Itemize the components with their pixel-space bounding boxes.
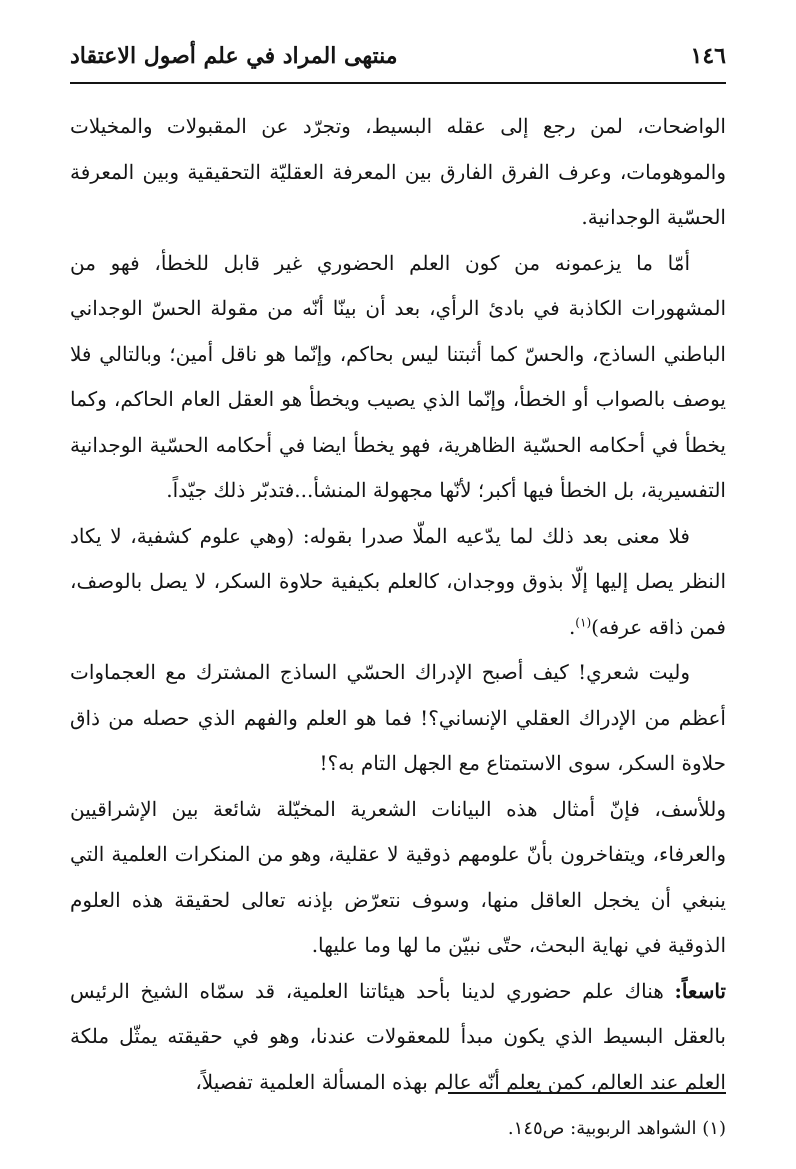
header-divider <box>70 82 726 84</box>
footnote-marker[interactable]: (١) <box>575 614 592 629</box>
paragraph-4: وللأسف، فإنّ أمثال هذه البيانات الشعرية المخيّلة شائعة بين الإشراقيين والعرفاء، ويتفاخرون بأنّ علومهم ذوقية لا عقلية، وهو من المنكرات العلمية التي ينبغي أن يخجل العاقل منها، وسوف نتعرّض بإذنه تعالى لحقيقة هذه العلوم الذوقية في نهاية البحث، حتّى نبيّن ما لها وما عليها. <box>70 796 726 957</box>
page-number: ١٤٦ <box>690 43 726 69</box>
footnote-divider <box>448 1092 726 1094</box>
footnote: (١) الشواهد الربوبية: ص١٤٥. <box>507 1118 726 1139</box>
paragraph-2: أمّا ما يزعمونه من كون العلم الحضوري غير قابل للخطأ، فهو من المشهورات الكاذبة في بادئ الرأي، بعد أن بينّا أنّه من مقولة الحسّ الوجداني الباطني الساذج، والحسّ كما أثبتنا ليس بحاكم، وإنّما هو ناقل أمين؛ وبالتالي فلا يوصف بالصواب أو الخطأ، وإنّما الذي يصيب ويخطأ هو العقل العام الحاكم، وكما يخطأ في أحكامه الحسّية الظاهرية، فهو يخطأ ايضا في أحكامه الحسّية الوجدانية التفسيرية، بل الخطأ فيها أكبر؛ لأنّها مجهولة المنشأ...فتدبّر ذلك جيّداً. <box>70 250 726 502</box>
page-header <box>70 36 726 76</box>
keyword-ninth: تاسعاً: <box>674 978 726 1003</box>
paragraph-1: الواضحات، لمن رجع إلى عقله البسيط، وتجرّد عن المقبولات والمخيلات والموهومات، وعرف الفرق الفارق بين المعرفة العقليّة التحقيقية وبين المعرفة الحسّية الوجدانية. <box>70 114 726 229</box>
running-title: منتهى المراد في علم أصول الاعتقاد <box>70 43 398 69</box>
paragraph-3: وليت شعري! كيف أصبح الإدراك الحسّي الساذج المشترك مع العجماوات أعظم من الإدراك العقلي الإنساني؟! فما هو العلم والفهم الذي حصله من ذاق حلاوة السكر، سوى الاستمتاع مع الجهل التام به؟! <box>70 660 726 775</box>
paragraph-5-text: هناك علم حضوري لدينا بأحد هيئاتنا العلمية، قد سمّاه الشيخ الرئيس بالعقل البسيط الذي يكون مبدأ للمعقولات عندنا، وهو في حقيقته يمثّل ملكة العلم عند العالم، كمن يعلم أنّه عالم بهذه المسألة العلمية تفصيلاً، <box>70 978 726 1094</box>
quote-trailing: . <box>568 614 576 639</box>
paragraph-5 <box>70 969 726 1106</box>
main-text <box>70 104 726 1105</box>
paragraph-quote <box>70 514 726 651</box>
quote-text: فلا معنى بعد ذلك لما يدّعيه الملّا صدرا بقوله: (وهي علوم كشفية، لا يكاد النظر يصل إليها إلّا بذوق ووجدان، كالعلم بكيفية حلاوة السكر، لا يصل بالوصف، فمن ذاقه عرفه) <box>70 523 726 639</box>
